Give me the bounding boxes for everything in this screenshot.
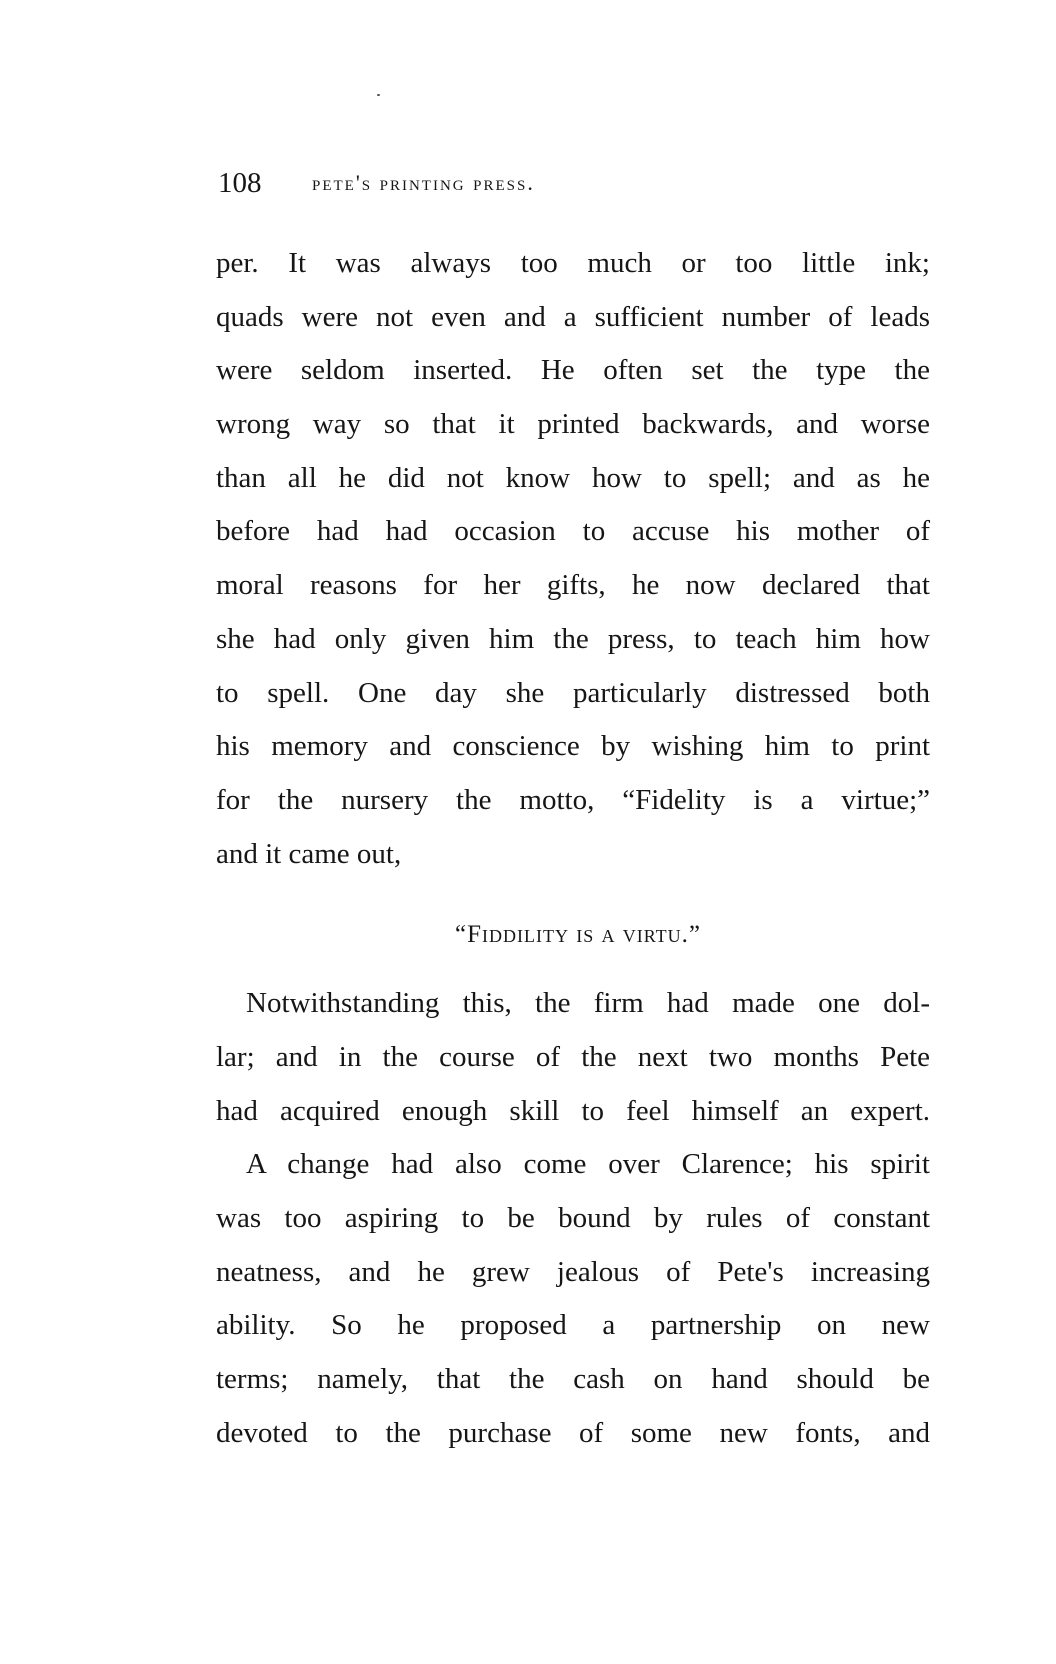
- text-line: were seldom inserted. He often set the type the: [216, 354, 930, 387]
- text-line: before had had occasion to accuse his mother of: [216, 515, 930, 548]
- running-title: pete's printing press.: [312, 170, 535, 195]
- page-number: 108: [218, 167, 262, 199]
- text-line: A change had also come over Clarence; his spirit: [246, 1148, 930, 1181]
- paragraph-1: [216, 237, 930, 881]
- paragraph-3: [216, 1138, 930, 1460]
- text-line: lar; and in the course of the next two months Pete: [216, 1040, 930, 1073]
- paragraph-2: [216, 977, 930, 1138]
- text-line: neatness, and he grew jealous of Pete's increasing: [216, 1255, 930, 1288]
- text-line: his memory and conscience by wishing him to print: [216, 730, 930, 763]
- text-line: had acquired enough skill to feel himself an expert.: [216, 1094, 930, 1127]
- text-line: was too aspiring to be bound by rules of constant: [216, 1202, 930, 1234]
- text-line: ability. So he proposed a partnership on new: [216, 1309, 930, 1342]
- text-line: than all he did not know how to spell; and as he: [216, 461, 930, 494]
- text-line: to spell. One day she particularly distressed both: [216, 676, 930, 709]
- text-line: terms; namely, that the cash on hand should be: [216, 1363, 930, 1396]
- text-line: per. It was always too much or too little ink;: [216, 247, 930, 279]
- paper-speck: [377, 94, 380, 96]
- text-line: for the nursery the motto, “Fidelity is a virtue;”: [216, 783, 930, 816]
- text-line: quads were not even and a sufficient number of leads: [216, 300, 930, 333]
- text-line: Notwithstanding this, the firm had made one dol-: [246, 987, 930, 1020]
- body-text: [216, 237, 930, 1460]
- running-header: [218, 163, 928, 203]
- printed-motto: “Fiddility is a virtu.”: [455, 921, 701, 949]
- text-line: and it came out,: [216, 837, 402, 870]
- text-line: moral reasons for her gifts, he now declared that: [216, 569, 930, 602]
- text-line: she had only given him the press, to teach him how: [216, 622, 930, 655]
- text-line: wrong way so that it printed backwards, and worse: [216, 408, 930, 441]
- text-line: devoted to the purchase of some new fonts, and: [216, 1416, 930, 1449]
